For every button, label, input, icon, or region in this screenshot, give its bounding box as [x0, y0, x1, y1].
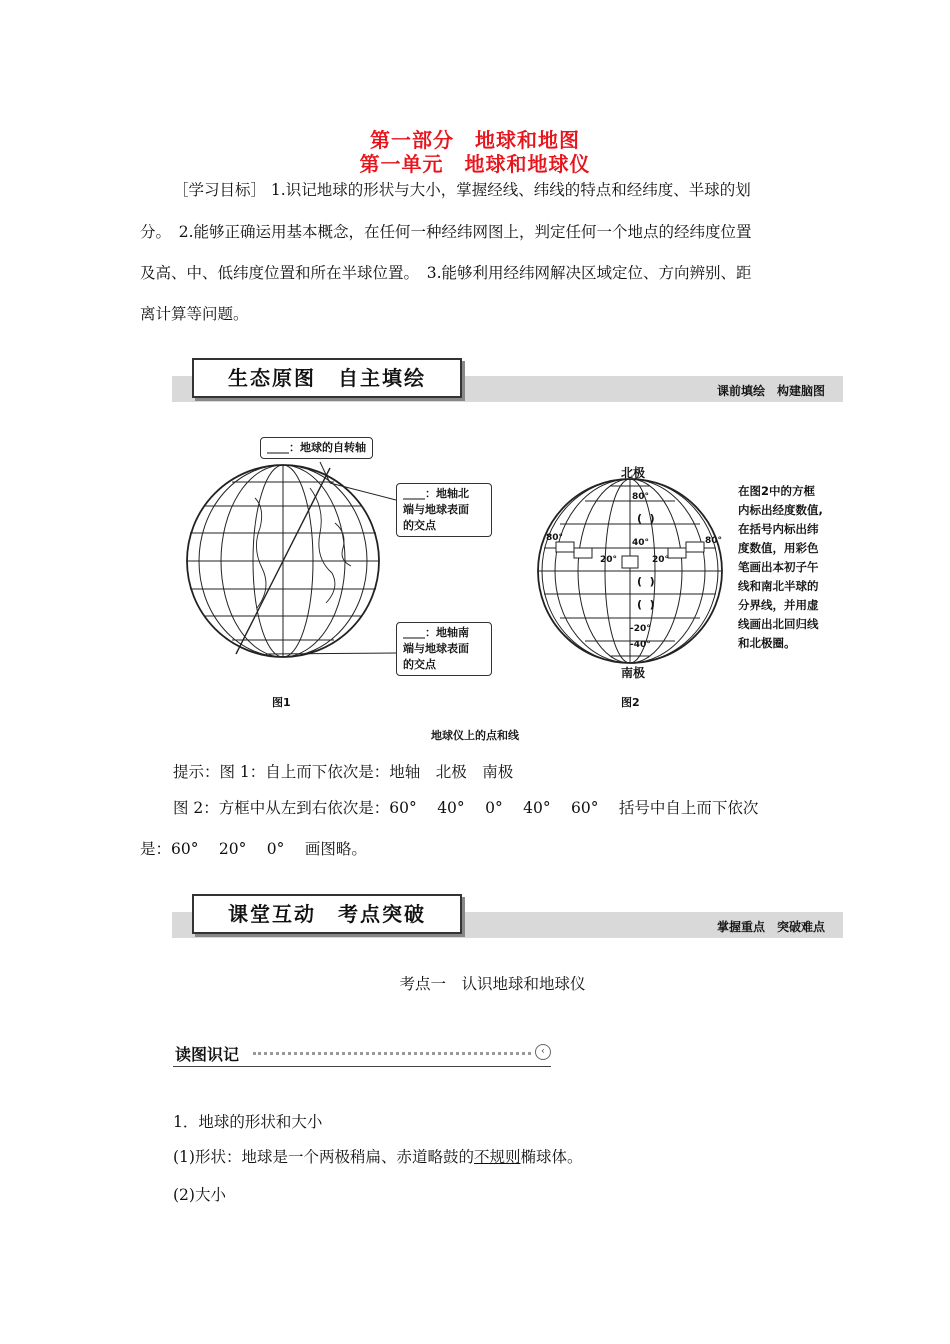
- reading-label: 读图识记: [175, 1045, 240, 1064]
- item-size: (2)大小: [173, 1186, 226, 1204]
- banner-title-box: [192, 358, 462, 398]
- objectives-line-1: ［学习目标］ 1.识记地球的形状与大小，掌握经线、纬线的特点和经纬度、半球的划: [173, 181, 751, 199]
- lat-label-80-right: 80°: [705, 536, 723, 546]
- paren-2: ( ): [637, 575, 655, 588]
- note-line: 分界线，并用虚: [738, 598, 819, 612]
- hint-line-3: 是：60° 20° 0° 画图略。: [140, 840, 367, 858]
- note-line: 线和南北半球的: [738, 579, 819, 593]
- objectives-line-2: 分。 2.能够正确运用基本概念，在任何一种经纬网图上，判定任何一个地点的经纬度位置: [140, 223, 752, 241]
- callout-north-line-2: 端与地球表面: [403, 503, 469, 516]
- note-line: 和北极圈。: [738, 636, 796, 650]
- callout-north-line-1: ____：地轴北: [403, 487, 469, 500]
- hint-line-1: 提示：图 1：自上而下依次是：地轴 北极 南极: [173, 763, 514, 781]
- lat-label-80-left: 80°: [546, 533, 564, 543]
- globe-2: [538, 479, 722, 663]
- south-pole-label: 南极: [621, 666, 646, 680]
- lat-label-80-top: 80°: [632, 492, 650, 502]
- note-line: 在括号内标出纬: [738, 522, 819, 536]
- item-shape-size: 1．地球的形状和大小: [173, 1113, 323, 1131]
- objectives-line-3: 及高、中、低纬度位置和所在半球位置。 3.能够利用经纬网解决区域定位、方向辨别、距: [140, 264, 752, 282]
- banner-title: 生态原图 自主填绘: [228, 366, 426, 390]
- lat-label-20-left: 20°: [600, 555, 618, 565]
- paren-3: ( ): [637, 598, 655, 611]
- callout-earth-axis: ____：地球的自转轴: [260, 437, 373, 459]
- callout-north-line-3: 的交点: [403, 519, 436, 532]
- banner-title-box: [192, 894, 462, 934]
- unit-title: 第一单元 地球和地球仪: [359, 152, 591, 176]
- note-line: 度数值，用彩色: [738, 541, 819, 555]
- figure-2-label: 图2: [621, 696, 640, 709]
- paren-1: ( ): [637, 512, 655, 525]
- topic-title: 考点一 认识地球和地球仪: [399, 975, 586, 993]
- figure-1-label: 图1: [272, 696, 291, 709]
- note-line: 在图2中的方框: [738, 484, 816, 498]
- banner-subtitle: 课前填绘 构建脑图: [716, 384, 825, 398]
- north-pole-label: 北极: [621, 466, 646, 480]
- reading-header: [173, 1042, 553, 1068]
- callout-north-pole: [396, 483, 492, 537]
- part-title: 第一部分 地球和地图: [370, 128, 580, 152]
- section-banner-classroom: [172, 894, 843, 938]
- callout-south-line-2: 端与地球表面: [403, 642, 469, 655]
- figure-caption: 地球仪上的点和线: [431, 729, 519, 742]
- globe-1: [187, 465, 379, 657]
- item-shape-suffix: 椭球体。: [520, 1148, 583, 1166]
- banner-title: 课堂互动 考点突破: [228, 902, 426, 926]
- callout-south-pole: [396, 622, 492, 676]
- item-shape: [173, 1145, 583, 1167]
- note-line: 线画出北回归线: [738, 617, 819, 631]
- lat-label-neg20: -20°: [630, 624, 651, 634]
- figure-2-instructions: [738, 482, 838, 653]
- section-banner-ecology: [172, 358, 843, 402]
- callout-south-line-3: 的交点: [403, 658, 436, 671]
- chevron-left-icon: ‹: [535, 1044, 551, 1060]
- objectives-line-4: 离计算等问题。: [140, 305, 249, 323]
- hint-line-2: 图 2：方框中从左到右依次是：60° 40° 0° 40° 60° 括号中自上而下依次: [173, 799, 759, 817]
- dotted-rule: [253, 1052, 531, 1055]
- lat-label-neg40: -40°: [630, 640, 651, 650]
- lat-label-40: 40°: [632, 538, 650, 548]
- banner-subtitle: 掌握重点 突破难点: [716, 920, 825, 934]
- lat-label-20-right: 20°: [652, 555, 670, 565]
- item-shape-answer: 不规则: [473, 1148, 521, 1166]
- item-shape-prefix: (1)形状：地球是一个两极稍扁、赤道略鼓的: [173, 1148, 474, 1166]
- note-line: 内标出经度数值,: [738, 503, 823, 517]
- note-line: 笔画出本初子午: [738, 560, 819, 574]
- reading-underline: [173, 1066, 551, 1067]
- callout-south-line-1: ____：地轴南: [403, 626, 469, 639]
